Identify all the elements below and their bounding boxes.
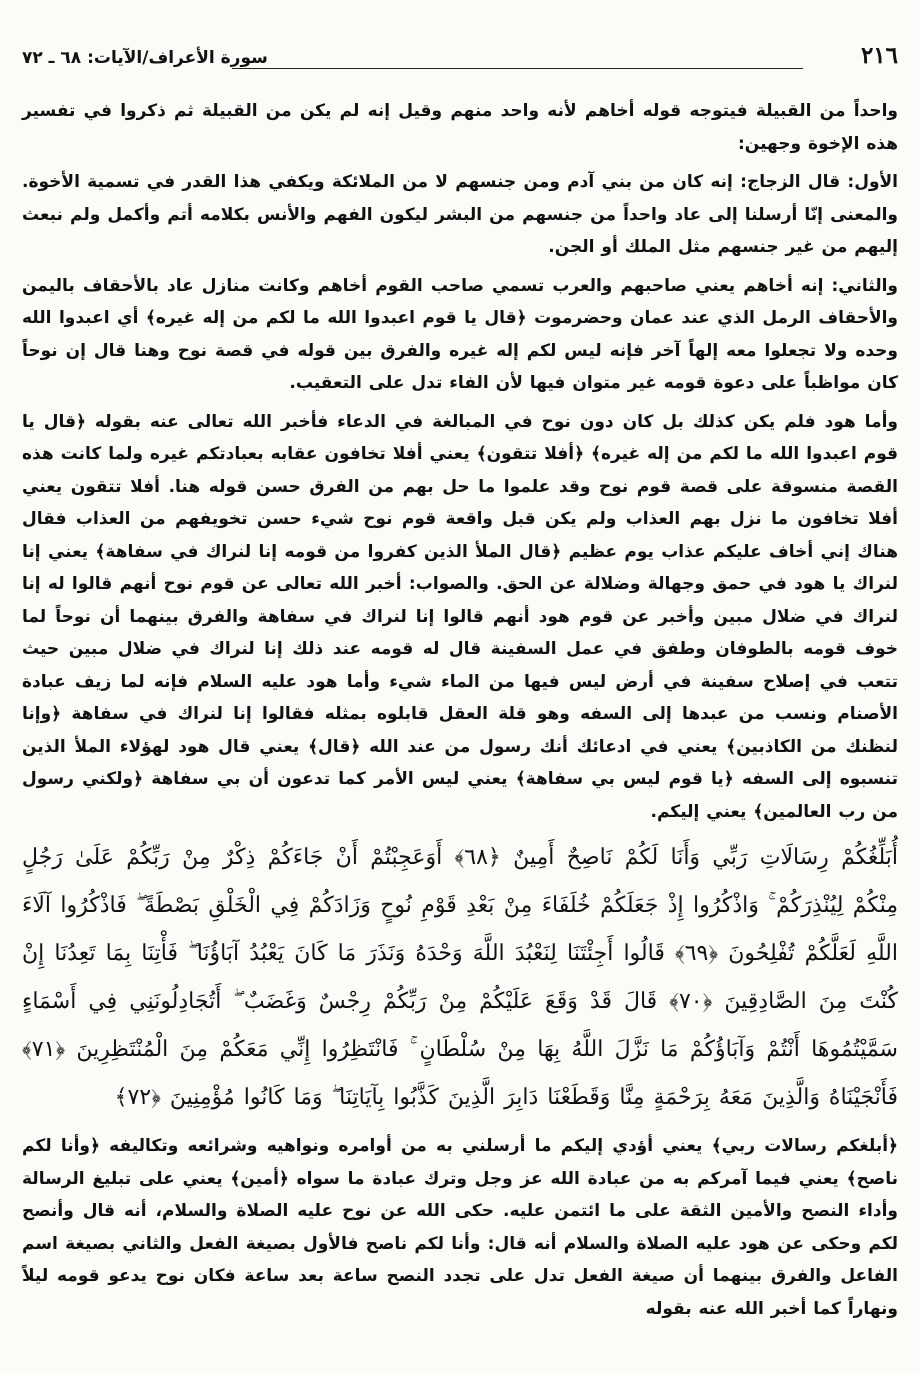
paragraph-4: وأما هود فلم يكن كذلك بل كان دون نوح في المبالغة في الدعاء فأخبر الله تعالى عنه بقوله ﴿قال يا قوم اعبدوا الله ما لكم من إله غيره﴾ ﴿أفلا تتقون﴾ يعني أفلا تخافون عقابه بعبادتكم غيره ولما كانت هذه القصة منسوقة على قصة قوم نوح وقد علموا ما حل بهم من الفرق حسن قوله هنا. أفلا تتقون يعني أفلا تخافون ما نزل بهم العذاب ولم يكن قبل واقعة قوم نوح شيء حسن تخويفهم من العذاب فقال هناك إني أخاف عليكم عذاب يوم عظيم ﴿قال الملأ الذين كفروا من قومه إنا لنراك في سفاهة﴾ يعني إنا لنراك يا هود في حمق وجهالة وضلالة عن الحق. والصواب: أخبر الله تعالى عن قوم نوح أنهم قالوا له إنا لنراك في ضلال مبين وأخبر عن قوم هود أنهم قالوا إنا لنراك في سفاهة والفرق بينهما أن نوحاً لما خوف قومه بالطوفان وطفق في عمل السفينة قال له قومه عند ذلك إنا لنراك في ضلال مبين حيث تتعب في إصلاح سفينة في أرض ليس فيها من الماء شيء وأما هود عليه السلام فإنه لما زيف عبادة الأصنام ونسب من عبدها إلى السفه وهو قلة العقل قابلوه بمثله فقالوا إنا لنراك في سفاهة ﴿وإنا لنظنك من الكاذبين﴾ يعني في ادعائك أنك رسول من عند الله ﴿قال﴾ يعني قال هود لهؤلاء الملأ الذين تنسبوه إلى السفه ﴿يا قوم ليس بي سفاهة﴾ يعني ليس الأمر كما تدعون أن بي سفاهة ﴿ولكني رسول من رب العالمين﴾ يعني إليكم. (22, 411, 898, 822)
running-title: سورة الأعراف/الآيات: ٦٨ ـ ٧٢ (22, 48, 268, 68)
paragraph-1: واحداً من القبيلة فيتوجه قوله أخاهم لأنه واحد منهم وقيل إنه لم يكن من القبيلة ثم ذكروا في تفسير هذه الإخوة وجهين: (22, 101, 898, 154)
paragraph-2: الأول: قال الزجاج: إنه كان من بني آدم ومن جنسهم لا من الملائكة ويكفي هذا القدر في تسمية الأخوة. والمعنى إنّا أرسلنا إلى عاد واحداً من جنسهم من البشر ليكون الفهم والأنس بكلامه أتم وأكمل ولم نبعث إليهم من غير جنسهم مثل الملك أو الجن. (22, 172, 898, 257)
page-header (22, 42, 898, 72)
quran-verses: أُبَلِّغُكُمْ رِسَالَاتِ رَبِّي وَأَنَا لَكُمْ نَاصِحٌ أَمِينٌ ﴿٦٨﴾ أَوَعَجِبْتُمْ أَنْ جَاءَكُمْ ذِكْرٌ مِنْ رَبِّكُمْ عَلَىٰ رَجُلٍ مِنْكُمْ لِيُنْذِرَكُمْ ۚ وَاذْكُرُوا إِذْ جَعَلَكُمْ خُلَفَاءَ مِنْ بَعْدِ قَوْمِ نُوحٍ وَزَادَكُمْ فِي الْخَلْقِ بَصْطَةً ۖ فَاذْكُرُوا آلَاءَ اللَّهِ لَعَلَّكُمْ تُفْلِحُونَ ﴿٦٩﴾ قَالُوا أَجِئْتَنَا لِنَعْبُدَ اللَّهَ وَحْدَهُ وَنَذَرَ مَا كَانَ يَعْبُدُ آبَاؤُنَا ۖ فَأْتِنَا بِمَا تَعِدُنَا إِنْ كُنْتَ مِنَ الصَّادِقِينَ ﴿٧٠﴾ قَالَ قَدْ وَقَعَ عَلَيْكُمْ مِنْ رَبِّكُمْ رِجْسٌ وَغَضَبٌ ۖ أَتُجَادِلُونَنِي فِي أَسْمَاءٍ سَمَّيْتُمُوهَا أَنْتُمْ وَآبَاؤُكُمْ مَا نَزَّلَ اللَّهُ بِهَا مِنْ سُلْطَانٍ ۚ فَانْتَظِرُوا إِنِّي مَعَكُمْ مِنَ الْمُنْتَظِرِينَ ﴿٧١﴾ فَأَنْجَيْنَاهُ وَالَّذِينَ مَعَهُ بِرَحْمَةٍ مِنَّا وَقَطَعْنَا دَابِرَ الَّذِينَ كَذَّبُوا بِآيَاتِنَا ۖ وَمَا كَانُوا مُؤْمِنِينَ ﴿٧٢﴾ (22, 845, 898, 1110)
header-rule (232, 68, 803, 69)
paragraph-closing: ﴿أبلغكم رسالات ربي﴾ يعني أؤدي إليكم ما أرسلني به من أوامره ونواهيه وشرائعه وتكاليفه ﴿وأنا لكم ناصح﴾ يعني فيما آمركم به من عبادة الله عز وجل وترك عبادة ما سواه ﴿أمين﴾ يعني على تبليغ الرسالة وأداء النصح والأمين الثقة على ما ائتمن عليه. حكى الله عن نوح عليه الصلاة والسلام، أنه قال وأنصح لكم وحكى عن هود عليه الصلاة والسلام أنه قال: وأنا لكم ناصح فالأول بصيغة الفعل والثاني بصيغة اسم الفاعل والفرق بينهما أن صيغة الفعل تدل على تجدد النصح ساعة بعد ساعة فكان نوح يدعو قومه ليلاً ونهاراً كما أخبر الله عنه بقوله (22, 1136, 898, 1319)
page-body (22, 95, 898, 1331)
paragraph-3: والثاني: إنه أخاهم يعني صاحبهم والعرب تسمي صاحب القوم أخاهم وكانت منازل عاد بالأحقاف باليمن والأحقاف الرمل الذي عند عمان وحضرموت ﴿قال يا قوم اعبدوا الله ما لكم من إله غيره﴾ أي اعبدوا الله وحده ولا تجعلوا معه إلهاً آخر فإنه ليس لكم إله غيره والفرق بين قوله في قصة نوح وهنا قال إن نوحاً كان مواظباً على دعوة قومه غير متوان فيها لأن الفاء تدل على التعقيب. (22, 275, 898, 393)
page-number: ٢١٦ (860, 42, 898, 69)
